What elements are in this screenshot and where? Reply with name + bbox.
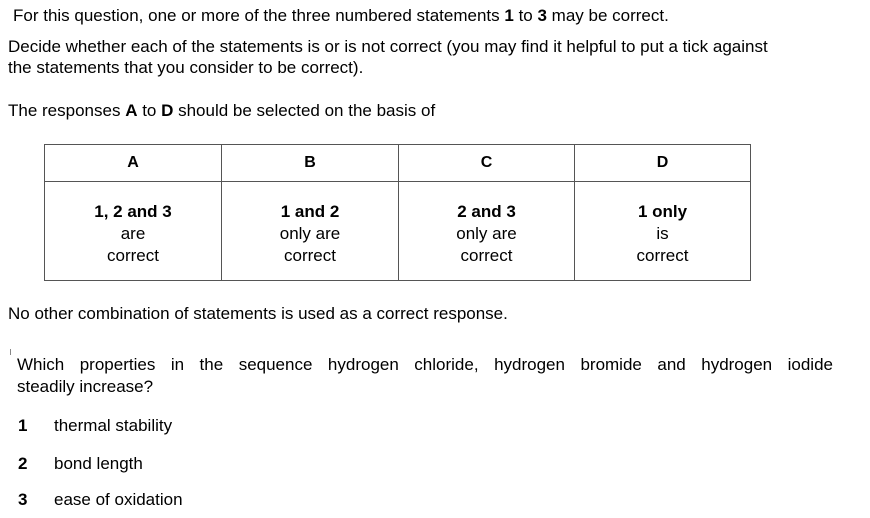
statement-number-3: 3	[18, 490, 28, 509]
cell-statements: 1 and 2	[280, 202, 340, 221]
cell-qualifier: only are	[279, 224, 341, 243]
instruction-line-2: Decide whether each of the statements is or is not correct (you may find it helpful to put a tick against	[8, 37, 768, 56]
question-line-2: steadily increase?	[17, 377, 154, 396]
statement-number-1: 1	[18, 416, 28, 435]
table-cell-d	[575, 201, 750, 267]
instruction-line-1: For this question, one or more of the three numbered statements 1 to 3 may be correct.	[13, 6, 669, 25]
cell-statements: 1 only	[637, 202, 688, 221]
table-header-divider	[45, 181, 750, 182]
margin-mark	[10, 349, 11, 355]
table-header-d: D	[656, 154, 669, 171]
statement-number-2: 2	[18, 454, 28, 473]
statement-text-1: thermal stability	[54, 416, 173, 435]
cell-correct: correct	[107, 246, 159, 265]
statement-text-3: ease of oxidation	[54, 490, 183, 509]
question-line-1: Which properties in the sequence hydrogen chloride, hydrogen bromide and hydrogen iodide	[17, 355, 833, 374]
table-header-c: C	[480, 154, 493, 171]
instruction-line-3: the statements that you consider to be correct).	[8, 58, 364, 77]
instruction-line-4: The responses A to D should be selected on the basis of	[8, 101, 436, 120]
response-note: No other combination of statements is used as a correct response.	[8, 304, 508, 323]
cell-qualifier: are	[120, 224, 146, 243]
cell-correct: correct	[284, 246, 336, 265]
table-cell-b	[222, 201, 398, 267]
table-cell-a	[45, 201, 221, 267]
response-key-table	[44, 144, 751, 281]
cell-qualifier: only are	[456, 224, 517, 243]
table-header-b: B	[304, 154, 316, 171]
cell-correct: correct	[636, 246, 689, 265]
cell-correct: correct	[460, 246, 513, 265]
statement-text-2: bond length	[54, 454, 143, 473]
table-header-a: A	[127, 154, 139, 171]
cell-statements: 1, 2 and 3	[94, 202, 172, 221]
cell-qualifier: is	[656, 224, 669, 243]
table-cell-c	[399, 201, 574, 267]
cell-statements: 2 and 3	[457, 202, 516, 221]
